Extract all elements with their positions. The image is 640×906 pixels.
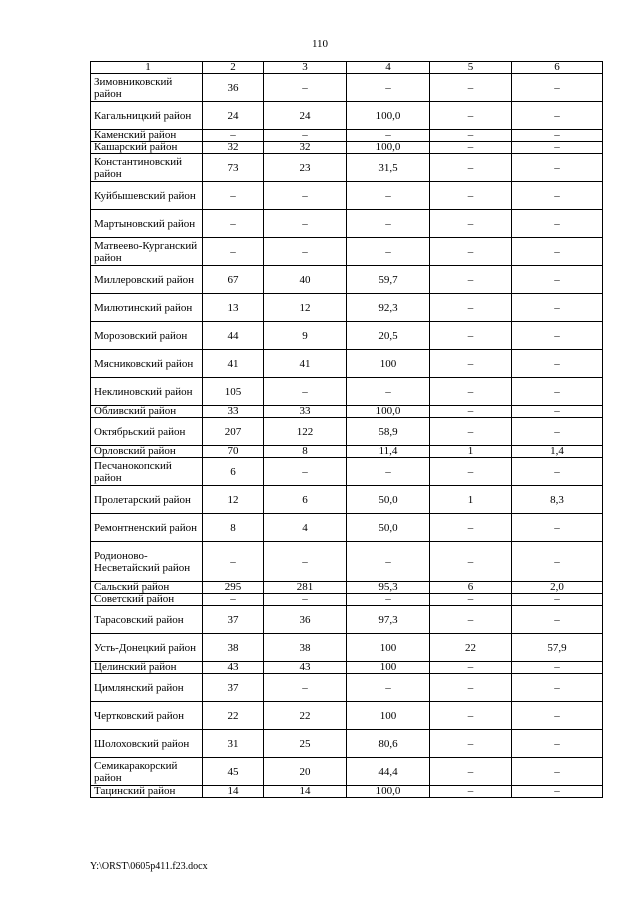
table-row	[91, 266, 603, 294]
value-cell-col-6: –	[512, 238, 603, 266]
value-cell-col-2: 36	[203, 74, 264, 102]
value-cell-col-6: –	[512, 142, 603, 154]
district-name-cell: Целинский район	[91, 662, 203, 674]
value-cell-col-6: 57,9	[512, 634, 603, 662]
value-cell-col-4: 59,7	[347, 266, 430, 294]
table-row	[91, 74, 603, 102]
district-name-cell: Сальский район	[91, 582, 203, 594]
table-row	[91, 542, 603, 582]
value-cell-col-4: 92,3	[347, 294, 430, 322]
district-name-cell: Куйбышевский район	[91, 182, 203, 210]
value-cell-col-3: –	[264, 674, 347, 702]
value-cell-col-5: –	[430, 266, 512, 294]
value-cell-col-4: 100,0	[347, 142, 430, 154]
table-row	[91, 674, 603, 702]
table-row	[91, 378, 603, 406]
district-name-cell: Тацинский район	[91, 786, 203, 798]
value-cell-col-5: –	[430, 514, 512, 542]
value-cell-col-6: –	[512, 594, 603, 606]
table-row	[91, 142, 603, 154]
column-header: 5	[430, 62, 512, 74]
value-cell-col-4: 95,3	[347, 582, 430, 594]
table-row	[91, 486, 603, 514]
district-name-cell: Мясниковский район	[91, 350, 203, 378]
district-name-cell: Орловский район	[91, 446, 203, 458]
value-cell-col-6: –	[512, 606, 603, 634]
value-cell-col-3: –	[264, 238, 347, 266]
value-cell-col-6: –	[512, 74, 603, 102]
district-name-cell: Зимовниковский район	[91, 74, 203, 102]
column-header: 1	[91, 62, 203, 74]
value-cell-col-3: 36	[264, 606, 347, 634]
value-cell-col-3: 33	[264, 406, 347, 418]
value-cell-col-5: –	[430, 674, 512, 702]
district-name-cell: Родионово-Несветайский район	[91, 542, 203, 582]
district-name-cell: Советский район	[91, 594, 203, 606]
value-cell-col-3: 23	[264, 154, 347, 182]
value-cell-col-6: –	[512, 514, 603, 542]
value-cell-col-2: 295	[203, 582, 264, 594]
value-cell-col-5: –	[430, 542, 512, 582]
value-cell-col-6: –	[512, 154, 603, 182]
value-cell-col-3: –	[264, 74, 347, 102]
table-row	[91, 662, 603, 674]
value-cell-col-6: –	[512, 210, 603, 238]
value-cell-col-3: –	[264, 458, 347, 486]
value-cell-col-6: –	[512, 458, 603, 486]
district-name-cell: Тарасовский район	[91, 606, 203, 634]
value-cell-col-4: 97,3	[347, 606, 430, 634]
value-cell-col-4: –	[347, 210, 430, 238]
value-cell-col-4: 31,5	[347, 154, 430, 182]
value-cell-col-3: 20	[264, 758, 347, 786]
value-cell-col-4: 100	[347, 634, 430, 662]
value-cell-col-4: –	[347, 674, 430, 702]
table-row	[91, 130, 603, 142]
value-cell-col-3: 22	[264, 702, 347, 730]
district-name-cell: Кашарский район	[91, 142, 203, 154]
value-cell-col-6: –	[512, 786, 603, 798]
value-cell-col-5: –	[430, 210, 512, 238]
value-cell-col-3: 8	[264, 446, 347, 458]
value-cell-col-4: 80,6	[347, 730, 430, 758]
value-cell-col-4: 100,0	[347, 406, 430, 418]
district-name-cell: Усть-Донецкий район	[91, 634, 203, 662]
column-header: 4	[347, 62, 430, 74]
value-cell-col-2: 8	[203, 514, 264, 542]
table-row	[91, 350, 603, 378]
column-header: 6	[512, 62, 603, 74]
value-cell-col-6: 2,0	[512, 582, 603, 594]
value-cell-col-6: –	[512, 702, 603, 730]
value-cell-col-3: 43	[264, 662, 347, 674]
value-cell-col-6: –	[512, 758, 603, 786]
value-cell-col-2: 67	[203, 266, 264, 294]
value-cell-col-2: 38	[203, 634, 264, 662]
value-cell-col-2: 13	[203, 294, 264, 322]
value-cell-col-3: 25	[264, 730, 347, 758]
value-cell-col-2: 43	[203, 662, 264, 674]
value-cell-col-3: 24	[264, 102, 347, 130]
value-cell-col-2: –	[203, 542, 264, 582]
value-cell-col-5: 6	[430, 582, 512, 594]
district-name-cell: Ремонтненский район	[91, 514, 203, 542]
district-name-cell: Семикаракорский район	[91, 758, 203, 786]
value-cell-col-4: 44,4	[347, 758, 430, 786]
value-cell-col-3: 4	[264, 514, 347, 542]
value-cell-col-6: –	[512, 182, 603, 210]
value-cell-col-6: –	[512, 294, 603, 322]
value-cell-col-4: 20,5	[347, 322, 430, 350]
table-row	[91, 154, 603, 182]
value-cell-col-2: 6	[203, 458, 264, 486]
value-cell-col-2: 207	[203, 418, 264, 446]
table-row	[91, 458, 603, 486]
value-cell-col-5: 22	[430, 634, 512, 662]
table-row	[91, 786, 603, 798]
value-cell-col-3: 12	[264, 294, 347, 322]
value-cell-col-4: 50,0	[347, 514, 430, 542]
value-cell-col-4: –	[347, 378, 430, 406]
value-cell-col-5: –	[430, 102, 512, 130]
value-cell-col-6: –	[512, 130, 603, 142]
district-name-cell: Матвеево-Курганский район	[91, 238, 203, 266]
value-cell-col-2: 37	[203, 674, 264, 702]
value-cell-col-5: –	[430, 130, 512, 142]
table-row	[91, 238, 603, 266]
value-cell-col-6: 8,3	[512, 486, 603, 514]
value-cell-col-6: –	[512, 266, 603, 294]
value-cell-col-4: –	[347, 74, 430, 102]
value-cell-col-6: –	[512, 378, 603, 406]
value-cell-col-5: –	[430, 702, 512, 730]
value-cell-col-3: –	[264, 378, 347, 406]
district-name-cell: Каменский район	[91, 130, 203, 142]
value-cell-col-3: –	[264, 542, 347, 582]
district-name-cell: Шолоховский район	[91, 730, 203, 758]
value-cell-col-3: 122	[264, 418, 347, 446]
value-cell-col-4: 100	[347, 350, 430, 378]
value-cell-col-2: 44	[203, 322, 264, 350]
value-cell-col-6: –	[512, 322, 603, 350]
value-cell-col-5: –	[430, 606, 512, 634]
table-row	[91, 294, 603, 322]
table-row	[91, 418, 603, 446]
value-cell-col-3: 32	[264, 142, 347, 154]
value-cell-col-4: –	[347, 542, 430, 582]
district-name-cell: Неклиновский район	[91, 378, 203, 406]
district-name-cell: Константиновский район	[91, 154, 203, 182]
district-name-cell: Обливский район	[91, 406, 203, 418]
value-cell-col-2: 14	[203, 786, 264, 798]
value-cell-col-5: –	[430, 74, 512, 102]
value-cell-col-5: 1	[430, 446, 512, 458]
value-cell-col-4: 100	[347, 662, 430, 674]
value-cell-col-4: 58,9	[347, 418, 430, 446]
value-cell-col-5: –	[430, 182, 512, 210]
table-row	[91, 446, 603, 458]
table-row	[91, 730, 603, 758]
value-cell-col-2: 45	[203, 758, 264, 786]
value-cell-col-6: –	[512, 406, 603, 418]
value-cell-col-5: –	[430, 322, 512, 350]
value-cell-col-6: –	[512, 674, 603, 702]
value-cell-col-5: –	[430, 786, 512, 798]
value-cell-col-2: 22	[203, 702, 264, 730]
value-cell-col-2: 73	[203, 154, 264, 182]
value-cell-col-2: 32	[203, 142, 264, 154]
value-cell-col-5: 1	[430, 486, 512, 514]
table-row	[91, 514, 603, 542]
value-cell-col-5: –	[430, 758, 512, 786]
value-cell-col-5: –	[430, 418, 512, 446]
column-header: 2	[203, 62, 264, 74]
value-cell-col-5: –	[430, 378, 512, 406]
value-cell-col-2: 24	[203, 102, 264, 130]
value-cell-col-3: 281	[264, 582, 347, 594]
value-cell-col-3: –	[264, 210, 347, 238]
value-cell-col-4: –	[347, 238, 430, 266]
value-cell-col-2: –	[203, 238, 264, 266]
value-cell-col-5: –	[430, 730, 512, 758]
page-number: 110	[311, 38, 329, 50]
value-cell-col-3: 41	[264, 350, 347, 378]
district-name-cell: Мартыновский район	[91, 210, 203, 238]
table-row	[91, 102, 603, 130]
district-name-cell: Кагальницкий район	[91, 102, 203, 130]
value-cell-col-2: 105	[203, 378, 264, 406]
district-name-cell: Чертковский район	[91, 702, 203, 730]
value-cell-col-2: –	[203, 210, 264, 238]
value-cell-col-4: 11,4	[347, 446, 430, 458]
table-row	[91, 594, 603, 606]
value-cell-col-2: 41	[203, 350, 264, 378]
value-cell-col-6: –	[512, 350, 603, 378]
value-cell-col-2: –	[203, 130, 264, 142]
value-cell-col-5: –	[430, 154, 512, 182]
value-cell-col-3: 9	[264, 322, 347, 350]
value-cell-col-4: –	[347, 182, 430, 210]
table-row	[91, 182, 603, 210]
value-cell-col-2: –	[203, 594, 264, 606]
value-cell-col-6: –	[512, 418, 603, 446]
value-cell-col-5: –	[430, 662, 512, 674]
value-cell-col-5: –	[430, 594, 512, 606]
value-cell-col-5: –	[430, 142, 512, 154]
table-row	[91, 606, 603, 634]
value-cell-col-5: –	[430, 294, 512, 322]
table-row	[91, 210, 603, 238]
value-cell-col-6: –	[512, 542, 603, 582]
district-table	[90, 61, 603, 798]
value-cell-col-2: –	[203, 182, 264, 210]
value-cell-col-4: –	[347, 458, 430, 486]
value-cell-col-5: –	[430, 406, 512, 418]
value-cell-col-2: 33	[203, 406, 264, 418]
value-cell-col-3: 40	[264, 266, 347, 294]
table-row	[91, 322, 603, 350]
file-path-footer: Y:\ORST\0605p411.f23.docx	[90, 861, 208, 872]
table-row	[91, 634, 603, 662]
value-cell-col-3: 14	[264, 786, 347, 798]
value-cell-col-3: –	[264, 130, 347, 142]
value-cell-col-3: –	[264, 182, 347, 210]
value-cell-col-4: –	[347, 594, 430, 606]
table-row	[91, 582, 603, 594]
value-cell-col-6: –	[512, 730, 603, 758]
table-row	[91, 406, 603, 418]
value-cell-col-3: 38	[264, 634, 347, 662]
value-cell-col-4: –	[347, 130, 430, 142]
value-cell-col-2: 31	[203, 730, 264, 758]
value-cell-col-3: 6	[264, 486, 347, 514]
value-cell-col-2: 37	[203, 606, 264, 634]
district-name-cell: Миллеровский район	[91, 266, 203, 294]
district-name-cell: Пролетарский район	[91, 486, 203, 514]
table-row	[91, 758, 603, 786]
value-cell-col-4: 100,0	[347, 786, 430, 798]
value-cell-col-2: 12	[203, 486, 264, 514]
value-cell-col-4: 50,0	[347, 486, 430, 514]
value-cell-col-5: –	[430, 350, 512, 378]
district-name-cell: Цимлянский район	[91, 674, 203, 702]
value-cell-col-6: 1,4	[512, 446, 603, 458]
value-cell-col-6: –	[512, 662, 603, 674]
value-cell-col-6: –	[512, 102, 603, 130]
district-name-cell: Октябрьский район	[91, 418, 203, 446]
column-header: 3	[264, 62, 347, 74]
value-cell-col-4: 100,0	[347, 102, 430, 130]
value-cell-col-2: 70	[203, 446, 264, 458]
district-name-cell: Морозовский район	[91, 322, 203, 350]
table-row	[91, 702, 603, 730]
value-cell-col-5: –	[430, 458, 512, 486]
table-header-row	[91, 62, 603, 74]
value-cell-col-3: –	[264, 594, 347, 606]
value-cell-col-5: –	[430, 238, 512, 266]
district-name-cell: Милютинский район	[91, 294, 203, 322]
district-name-cell: Песчанокопский район	[91, 458, 203, 486]
value-cell-col-4: 100	[347, 702, 430, 730]
